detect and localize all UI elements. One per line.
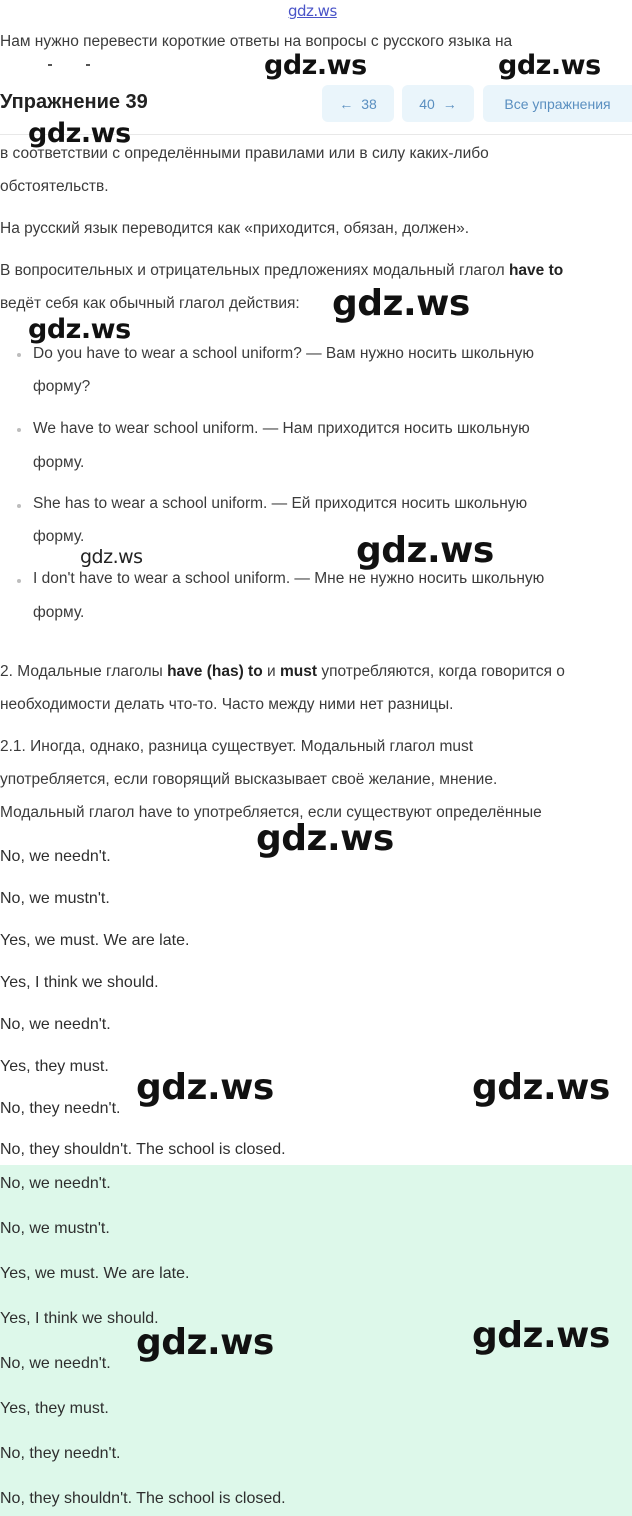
answer-line: No, we mustn't.	[0, 890, 110, 907]
watermark: gdz.ws	[264, 50, 367, 81]
theory-text-part: В вопросительных и отрицательных предложениях модальный глагол	[0, 262, 509, 279]
watermark: gdz.ws	[332, 283, 470, 324]
highlighted-answer-line: No, we mustn't.	[0, 1220, 110, 1237]
watermark: gdz.ws	[498, 50, 601, 81]
example-line: форму?	[33, 378, 91, 395]
highlighted-answer-line: No, we needn't.	[0, 1355, 111, 1372]
highlighted-answer-line: Yes, I think we should.	[0, 1310, 159, 1327]
theory-text	[0, 262, 563, 280]
highlighted-answer-line: No, they needn't.	[0, 1445, 121, 1462]
theory-bold-term: must	[279, 663, 318, 680]
next-exercise-button[interactable]	[402, 85, 474, 122]
bullet-dot	[17, 579, 21, 583]
prev-exercise-label: 38	[361, 95, 377, 112]
theory-bold-term: have to	[508, 262, 564, 279]
arrow-right-icon: →	[442, 95, 457, 112]
watermark: gdz.ws	[80, 546, 143, 568]
bullet-dot	[17, 504, 21, 508]
theory-text-part: и	[262, 663, 280, 680]
theory-text: 2.1. Иногда, однако, разница существует. Модальный глагол must	[0, 738, 474, 755]
watermark: gdz.ws	[472, 1315, 610, 1356]
bullet-dot	[17, 428, 21, 432]
highlighted-answer-line: No, we needn't.	[0, 1175, 111, 1192]
cut-text-fragment	[86, 64, 90, 66]
theory-text: необходимости делать что-то. Часто между ними нет разницы.	[0, 696, 454, 713]
page-title: Упражнение 39	[0, 91, 148, 113]
watermark: gdz.ws	[256, 818, 394, 859]
example-line: форму.	[33, 454, 85, 471]
answer-line: No, they needn't.	[0, 1100, 121, 1117]
example-line: Do you have to wear a school uniform? — Вам нужно носить школьную	[33, 345, 534, 362]
all-exercises-button[interactable]	[483, 85, 632, 122]
watermark: gdz.ws	[136, 1067, 274, 1108]
answer-line: Yes, I think we should.	[0, 974, 159, 991]
arrow-left-icon: ←	[339, 95, 354, 112]
theory-text-part: 2. Модальные глаголы	[0, 663, 168, 680]
bullet-dot	[17, 353, 21, 357]
watermark: gdz.ws	[356, 530, 494, 571]
top-site-link[interactable]: gdz.ws	[288, 2, 337, 20]
answer-line: No, they shouldn't. The school is closed.	[0, 1141, 286, 1158]
theory-text	[0, 663, 565, 681]
theory-text: употребляется, если говорящий высказывает своё желание, мнение.	[0, 771, 498, 788]
highlighted-answer-line: Yes, we must. We are late.	[0, 1265, 190, 1282]
highlighted-answer-line: Yes, they must.	[0, 1400, 109, 1417]
example-line: I don't have to wear a school uniform. — Мне не нужно носить школьную	[33, 570, 545, 587]
example-line: форму.	[33, 604, 85, 621]
theory-text: На русский язык переводится как «приходится, обязан, должен».	[0, 220, 470, 237]
prev-exercise-button[interactable]	[322, 85, 394, 122]
watermark: gdz.ws	[28, 314, 131, 345]
answer-line: No, we needn't.	[0, 1016, 111, 1033]
theory-text: Модальный глагол have to употребляется, если существуют определённые	[0, 804, 542, 821]
answer-line: Yes, we must. We are late.	[0, 932, 190, 949]
example-line: She has to wear a school uniform. — Ей приходится носить школьную	[33, 495, 528, 512]
theory-text: обстоятельств.	[0, 178, 109, 195]
highlighted-answer-line: No, they shouldn't. The school is closed.	[0, 1490, 286, 1507]
watermark: gdz.ws	[136, 1322, 274, 1363]
answer-line: No, we needn't.	[0, 848, 111, 865]
example-line: We have to wear school uniform. — Нам приходится носить школьную	[33, 420, 530, 437]
watermark: gdz.ws	[28, 118, 131, 149]
theory-text: ведёт себя как обычный глагол действия:	[0, 295, 300, 312]
answer-line: Yes, they must.	[0, 1058, 109, 1075]
next-exercise-label: 40	[419, 95, 435, 112]
cut-text-fragment	[48, 64, 52, 66]
all-exercises-label: Все упражнения	[504, 95, 611, 112]
intro-text: Нам нужно перевести короткие ответы на вопросы с русского языка на	[0, 33, 513, 50]
theory-bold-term: have (has) to	[167, 663, 263, 680]
theory-text-part: употребляются, когда говорится о	[317, 663, 565, 680]
watermark: gdz.ws	[472, 1067, 610, 1108]
example-line: форму.	[33, 528, 85, 545]
theory-text: в соответствии с определёнными правилами или в силу каких-либо	[0, 145, 489, 162]
